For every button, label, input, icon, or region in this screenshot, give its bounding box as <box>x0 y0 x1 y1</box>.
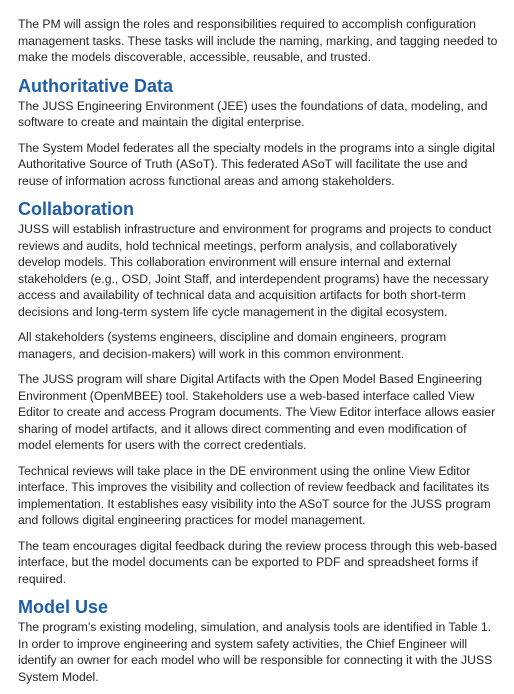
paragraph: The team encourages digital feedback during the review process through this web-based interface, but the model documents can be exported to PDF and spreadsheet forms if required. <box>18 538 497 586</box>
intro-paragraph: The PM will assign the roles and responsibilities required to accomplish configuration management tasks. These tasks will include the naming, marking, and tagging needed to make the models discoverable, accessible, reusable, and trusted. <box>18 17 498 64</box>
paragraph: All stakeholders (systems engineers, discipline and domain engineers, program managers, and decision-makers) will work in this common environment. <box>18 330 447 361</box>
section-authoritative-data <box>18 75 498 190</box>
section-heading-collaboration: Collaboration <box>18 199 134 219</box>
section-heading-model-use: Model Use <box>18 597 109 617</box>
paragraph: Technical reviews will take place in the DE environment using the online View Editor interface. This improves the visibility and collection of review feedback and facilitates its implementation. It establishes easy visibility into the ASoT source for the JUSS program and follows digital engineering practices for model management. <box>18 463 491 527</box>
document-page <box>18 16 498 694</box>
section-heading-authoritative-data: Authoritative Data <box>18 75 174 96</box>
paragraph: JUSS will establish infrastructure and environment for programs and projects to conduct reviews and audits, hold technical meetings, perform analysis, and collaboratively develop models. This collaboration environment will ensure internal and external stakeholders (e.g., OSD, Joint Staff, and interdependent programs) have the necessary access and availability of technical data and acquisition artifacts for both short-term decisions and long-term system life cycle management in the digital ecosystem. <box>18 222 492 319</box>
paragraph: The JUSS Engineering Environment (JEE) uses the foundations of data, modeling, and software to create and maintain the digital enterprise. <box>18 98 488 129</box>
paragraph: The System Model federates all the specialty models in the programs into a single digital Authoritative Source of Truth (ASoT). This federated ASoT will facilitate the use and reuse of information across functional areas and among stakeholders. <box>18 140 495 188</box>
section-collaboration <box>18 198 498 587</box>
paragraph: The program’s existing modeling, simulation, and analysis tools are identified in Table 1. In order to improve engineering and system safety activities, the Chief Engineer will identify an owner for each model who will be responsible for connecting it with the JUSS System Model. <box>18 620 493 684</box>
paragraph: The JUSS program will share Digital Artifacts with the Open Model Based Engineering Environment (OpenMBEE) tool. Stakeholders use a web-based interface called View Editor to create and access Program documents. The View Editor interface allows easier sharing of model artifacts, and it allows direct commenting and even modification of model elements for users with the correct credentials. <box>18 372 496 452</box>
section-model-use <box>18 596 498 685</box>
